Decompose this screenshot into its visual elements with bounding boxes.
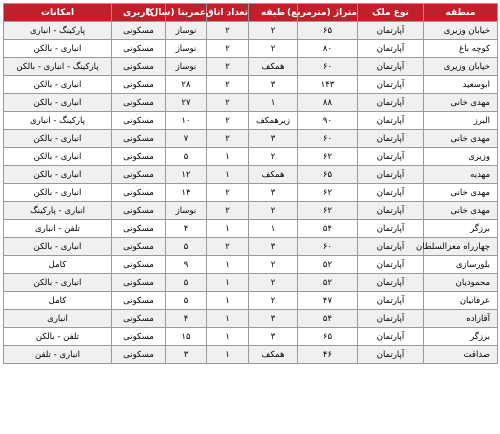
cell-building-age: ۲۷ (166, 94, 207, 112)
cell-usage: مسکونی (112, 184, 166, 202)
cell-building-age: نوساز (166, 58, 207, 76)
table-row (4, 202, 498, 220)
cell-area: ۶۰ (298, 130, 358, 148)
table-row (4, 40, 498, 58)
cell-property-type: آپارتمان (358, 256, 424, 274)
cell-building-age: ۴ (166, 310, 207, 328)
cell-area: ۵۴ (298, 310, 358, 328)
cell-region: مهدی خانی (424, 94, 498, 112)
cell-region: محمودیان (424, 274, 498, 292)
cell-usage: مسکونی (112, 130, 166, 148)
cell-rooms: ۱ (207, 292, 249, 310)
cell-area: ۶۲ (298, 148, 358, 166)
cell-rooms: ۱ (207, 220, 249, 238)
cell-usage: مسکونی (112, 292, 166, 310)
cell-usage: مسکونی (112, 256, 166, 274)
cell-property-type: آپارتمان (358, 112, 424, 130)
cell-floor: ۳ (249, 130, 298, 148)
cell-property-type: آپارتمان (358, 238, 424, 256)
cell-floor: همکف (249, 58, 298, 76)
cell-property-type: آپارتمان (358, 220, 424, 238)
cell-building-age: ۱۴ (166, 184, 207, 202)
cell-amenities: انباری - بالکن (4, 130, 112, 148)
cell-usage: مسکونی (112, 148, 166, 166)
cell-amenities: انباری - بالکن (4, 94, 112, 112)
cell-area: ۵۲ (298, 274, 358, 292)
cell-area: ۶۰ (298, 238, 358, 256)
cell-area: ۶۰ (298, 58, 358, 76)
cell-rooms: ۲ (207, 202, 249, 220)
table-row (4, 166, 498, 184)
cell-building-age: ۵ (166, 292, 207, 310)
cell-property-type: آپارتمان (358, 274, 424, 292)
cell-rooms: ۲ (207, 112, 249, 130)
cell-usage: مسکونی (112, 202, 166, 220)
cell-floor: ۲ (249, 274, 298, 292)
cell-floor: ۱ (249, 220, 298, 238)
cell-floor: ۳ (249, 184, 298, 202)
cell-rooms: ۱ (207, 328, 249, 346)
cell-region: خیابان وزیری (424, 58, 498, 76)
cell-amenities: کامل (4, 292, 112, 310)
header-area: متراژ (مترمربع) (298, 4, 358, 22)
cell-property-type: آپارتمان (358, 94, 424, 112)
cell-rooms: ۱ (207, 310, 249, 328)
table-row (4, 148, 498, 166)
cell-property-type: آپارتمان (358, 184, 424, 202)
cell-building-age: ۵ (166, 238, 207, 256)
cell-property-type: آپارتمان (358, 346, 424, 364)
cell-rooms: ۱ (207, 166, 249, 184)
cell-rooms: ۲ (207, 184, 249, 202)
cell-usage: مسکونی (112, 40, 166, 58)
listings-table-container (3, 3, 497, 364)
cell-amenities: پارکینگ - انباری (4, 112, 112, 130)
cell-usage: مسکونی (112, 22, 166, 40)
cell-rooms: ۲ (207, 238, 249, 256)
cell-amenities: انباری - بالکن (4, 166, 112, 184)
cell-property-type: آپارتمان (358, 40, 424, 58)
cell-amenities: انباری - بالکن (4, 238, 112, 256)
cell-rooms: ۱ (207, 148, 249, 166)
table-row (4, 76, 498, 94)
cell-usage: مسکونی (112, 220, 166, 238)
cell-floor: ۲ (249, 22, 298, 40)
cell-rooms: ۲ (207, 40, 249, 58)
cell-usage: مسکونی (112, 112, 166, 130)
cell-building-age: ۲۸ (166, 76, 207, 94)
cell-amenities: انباری - بالکن (4, 184, 112, 202)
table-row (4, 22, 498, 40)
cell-building-age: ۹ (166, 256, 207, 274)
table-row (4, 328, 498, 346)
cell-region: برزگر (424, 220, 498, 238)
cell-property-type: آپارتمان (358, 328, 424, 346)
cell-building-age: ۷ (166, 130, 207, 148)
cell-usage: مسکونی (112, 238, 166, 256)
cell-area: ۱۴۳ (298, 76, 358, 94)
cell-area: ۹۰ (298, 112, 358, 130)
header-region: منطقه (424, 4, 498, 22)
cell-building-age: ۱۵ (166, 328, 207, 346)
table-body (4, 22, 498, 364)
cell-building-age: ۴ (166, 220, 207, 238)
cell-usage: مسکونی (112, 166, 166, 184)
cell-area: ۸۰ (298, 40, 358, 58)
cell-region: مهدی خانی (424, 202, 498, 220)
cell-amenities: تلفن - انباری (4, 220, 112, 238)
cell-floor: ۲ (249, 292, 298, 310)
cell-floor: ۳ (249, 76, 298, 94)
cell-rooms: ۱ (207, 346, 249, 364)
cell-area: ۶۵ (298, 328, 358, 346)
cell-rooms: ۲ (207, 76, 249, 94)
cell-amenities: تلفن - بالکن (4, 328, 112, 346)
table-row (4, 310, 498, 328)
cell-usage: مسکونی (112, 274, 166, 292)
cell-usage: مسکونی (112, 58, 166, 76)
cell-region: مهدیه (424, 166, 498, 184)
cell-rooms: ۱ (207, 274, 249, 292)
cell-amenities: پارکینگ - انباری - بالکن (4, 58, 112, 76)
cell-usage: مسکونی (112, 328, 166, 346)
cell-area: ۴۶ (298, 346, 358, 364)
table-row (4, 238, 498, 256)
cell-building-age: ۵ (166, 274, 207, 292)
cell-region: کوچه باغ (424, 40, 498, 58)
cell-building-age: نوساز (166, 40, 207, 58)
header-rooms: تعداد اتاق (207, 4, 249, 22)
cell-floor: زیرهمکف (249, 112, 298, 130)
cell-area: ۶۵ (298, 166, 358, 184)
table-row (4, 94, 498, 112)
cell-region: خیابان وزیری (424, 22, 498, 40)
cell-rooms: ۲ (207, 130, 249, 148)
cell-amenities: انباری - بالکن (4, 76, 112, 94)
cell-property-type: آپارتمان (358, 292, 424, 310)
cell-floor: همکف (249, 346, 298, 364)
cell-property-type: آپارتمان (358, 148, 424, 166)
cell-usage: مسکونی (112, 346, 166, 364)
cell-floor: ۲ (249, 202, 298, 220)
header-usage: کاربری (112, 4, 166, 22)
cell-rooms: ۱ (207, 256, 249, 274)
cell-property-type: آپارتمان (358, 310, 424, 328)
cell-area: ۶۵ (298, 22, 358, 40)
cell-amenities: انباری (4, 310, 112, 328)
cell-property-type: آپارتمان (358, 58, 424, 76)
cell-amenities: انباری - پارکینگ (4, 202, 112, 220)
cell-area: ۴۷ (298, 292, 358, 310)
header-property-type: نوع ملک (358, 4, 424, 22)
cell-property-type: آپارتمان (358, 166, 424, 184)
cell-floor: ۲ (249, 256, 298, 274)
cell-floor: ۲ (249, 40, 298, 58)
cell-property-type: آپارتمان (358, 202, 424, 220)
cell-region: وزیری (424, 148, 498, 166)
table-header-row (4, 4, 498, 22)
cell-area: ۵۴ (298, 220, 358, 238)
header-floor: طبقه (249, 4, 298, 22)
cell-property-type: آپارتمان (358, 130, 424, 148)
cell-property-type: آپارتمان (358, 76, 424, 94)
cell-region: آقازاده (424, 310, 498, 328)
cell-amenities: کامل (4, 256, 112, 274)
cell-floor: ۲ (249, 148, 298, 166)
table-row (4, 292, 498, 310)
cell-floor: ۳ (249, 238, 298, 256)
cell-floor: ۳ (249, 328, 298, 346)
property-listings-table (3, 3, 498, 364)
cell-floor: همکف (249, 166, 298, 184)
cell-property-type: آپارتمان (358, 22, 424, 40)
cell-region: ابوسعید (424, 76, 498, 94)
header-amenities: امکانات (4, 4, 112, 22)
cell-area: ۶۲ (298, 184, 358, 202)
cell-region: برزگر (424, 328, 498, 346)
cell-amenities: انباری - بالکن (4, 274, 112, 292)
table-row (4, 274, 498, 292)
cell-building-age: نوساز (166, 22, 207, 40)
cell-amenities: انباری - بالکن (4, 40, 112, 58)
table-row (4, 184, 498, 202)
cell-building-age: نوساز (166, 202, 207, 220)
cell-building-age: ۱۰ (166, 112, 207, 130)
cell-region: عرفانیان (424, 292, 498, 310)
cell-floor: ۳ (249, 310, 298, 328)
cell-usage: مسکونی (112, 94, 166, 112)
cell-region: مهدی خانی (424, 184, 498, 202)
cell-region: چهارراه معزالسلطان (424, 238, 498, 256)
cell-region: بلورسازی (424, 256, 498, 274)
cell-area: ۸۸ (298, 94, 358, 112)
table-row (4, 346, 498, 364)
cell-region: صداقت (424, 346, 498, 364)
cell-amenities: انباری - بالکن (4, 148, 112, 166)
header-building-age: عمربنا (سال) (166, 4, 207, 22)
cell-region: مهدی خانی (424, 130, 498, 148)
cell-building-age: ۵ (166, 148, 207, 166)
table-row (4, 130, 498, 148)
table-row (4, 256, 498, 274)
table-row (4, 112, 498, 130)
cell-rooms: ۲ (207, 22, 249, 40)
cell-region: البرز (424, 112, 498, 130)
cell-amenities: انباری - تلفن (4, 346, 112, 364)
cell-floor: ۱ (249, 94, 298, 112)
cell-building-age: ۳ (166, 346, 207, 364)
cell-area: ۵۲ (298, 256, 358, 274)
cell-usage: مسکونی (112, 76, 166, 94)
cell-building-age: ۱۲ (166, 166, 207, 184)
cell-rooms: ۲ (207, 94, 249, 112)
cell-rooms: ۲ (207, 58, 249, 76)
cell-usage: مسکونی (112, 310, 166, 328)
cell-area: ۶۲ (298, 202, 358, 220)
cell-amenities: پارکینگ - انباری (4, 22, 112, 40)
table-row (4, 58, 498, 76)
table-row (4, 220, 498, 238)
